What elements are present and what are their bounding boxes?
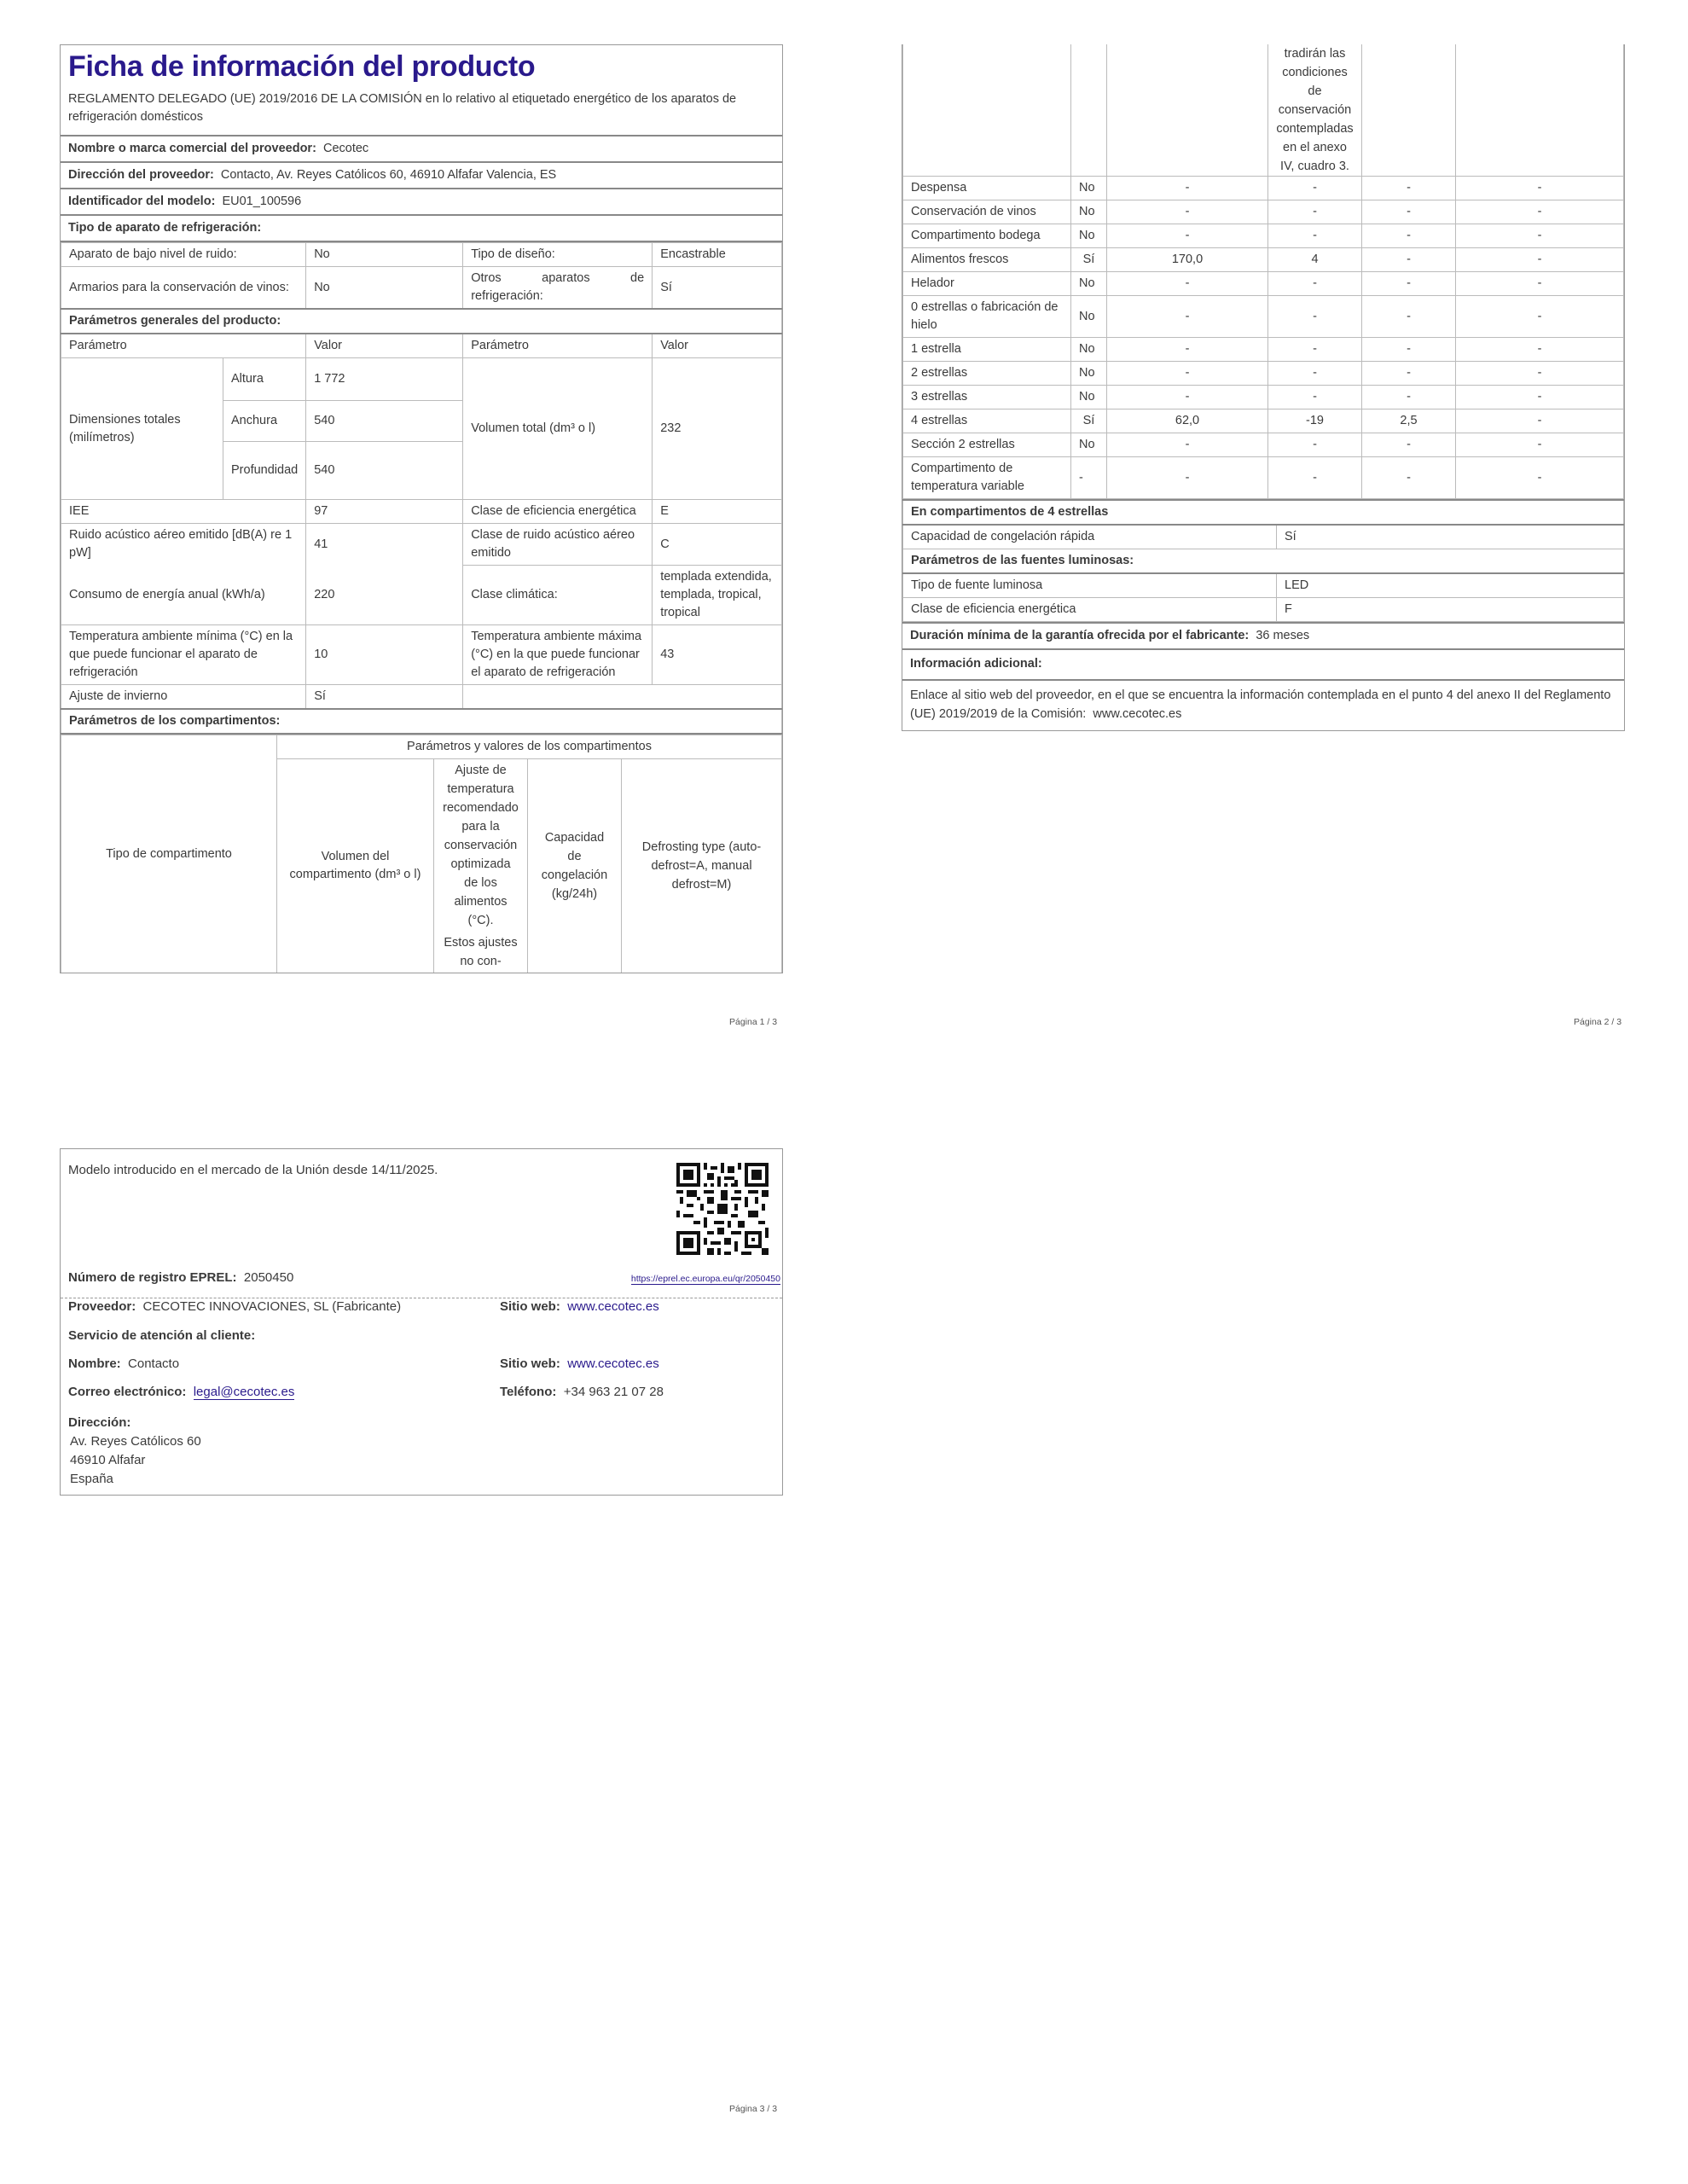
compartment-name: Compartimento bodega: [903, 224, 1071, 248]
page-number-3: Página 3 / 3: [729, 2104, 778, 2114]
compartment-defrost: -: [1456, 386, 1624, 410]
compartment-name: 4 estrellas: [903, 410, 1071, 433]
compartment-temp: -: [1268, 433, 1362, 457]
compartment-volume: -: [1107, 457, 1268, 499]
temp-note-continued: tradirán las condiciones de conservación contempladas en el anexo IV, cuadro 3.: [1268, 44, 1362, 177]
fast-freeze-value: Sí: [1277, 525, 1624, 549]
compartment-freeze: -: [1362, 272, 1456, 296]
provider-label: Proveedor:: [68, 1299, 136, 1314]
compartment-present: No: [1071, 177, 1107, 200]
compartment-freeze: -: [1362, 177, 1456, 200]
light-type-value: LED: [1277, 573, 1624, 598]
design-label: Tipo de diseño:: [463, 243, 653, 267]
compartment-row: [903, 338, 1624, 362]
noise-class-value: C: [653, 524, 782, 566]
compartment-row: [903, 177, 1624, 200]
compartment-row: [903, 248, 1624, 272]
model-row: [61, 189, 782, 216]
compartment-temp: -: [1268, 457, 1362, 499]
general-params-table: [61, 242, 782, 735]
extra-params-table: [902, 499, 1624, 622]
email-link[interactable]: legal@cecotec.es: [193, 1385, 295, 1399]
compartment-defrost: -: [1456, 457, 1624, 499]
compartment-name: Conservación de vinos: [903, 200, 1071, 224]
compartment-present: No: [1071, 338, 1107, 362]
compartment-present: No: [1071, 362, 1107, 386]
compartment-defrost: -: [1456, 248, 1624, 272]
compartment-row: [903, 224, 1624, 248]
email-row: [68, 1385, 294, 1399]
compartment-defrost: -: [1456, 296, 1624, 338]
web-label: Sitio web:: [500, 1299, 560, 1314]
compartment-freeze: -: [1362, 386, 1456, 410]
col-param: Parámetro: [61, 334, 306, 358]
iee-value: 97: [306, 500, 463, 524]
additional-info: [902, 681, 1624, 730]
compartment-present: No: [1071, 224, 1107, 248]
compartment-name: Compartimento de temperatura variable: [903, 457, 1071, 499]
tmax-value: 43: [653, 625, 782, 685]
address-label: Dirección del proveedor:: [68, 168, 214, 182]
compartment-freeze: -: [1362, 296, 1456, 338]
warranty-label: Duración mínima de la garantía ofrecida por el fabricante:: [910, 629, 1250, 642]
compartment-freeze: -: [1362, 457, 1456, 499]
comp-col-defrost: Defrosting type (auto-defrost=A, manual defrost=M): [622, 759, 782, 973]
compartment-present: No: [1071, 272, 1107, 296]
height-value: 1 772: [306, 358, 463, 401]
energy-label: Consumo de energía anual (kWh/a): [61, 566, 306, 625]
tmin-label: Temperatura ambiente mínima (°C) en la que puede funcionar el aparato de refrigeración: [61, 625, 306, 685]
noise-class-label: Clase de ruido acústico aéreo emitido: [463, 524, 653, 566]
compartment-temp: -: [1268, 224, 1362, 248]
compartment-freeze: -: [1362, 248, 1456, 272]
four-star-heading: En compartimentos de 4 estrellas: [903, 500, 1624, 525]
compartment-defrost: -: [1456, 177, 1624, 200]
compartment-freeze: -: [1362, 362, 1456, 386]
compartment-defrost: -: [1456, 224, 1624, 248]
noise-label: Ruido acústico aéreo emitido [dB(A) re 1 pW]: [61, 524, 306, 566]
wine-label: Armarios para la conservación de vinos:: [61, 267, 306, 310]
comp-col-volume: Volumen del compartimento (dm³ o l): [277, 759, 434, 973]
compartment-row: [903, 362, 1624, 386]
supplier-label: Nombre o marca comercial del proveedor:: [68, 142, 316, 155]
compartment-freeze: -: [1362, 200, 1456, 224]
model-value: EU01_100596: [222, 195, 302, 208]
type-heading: Tipo de aparato de refrigeración:: [61, 216, 782, 242]
compartment-temp: -19: [1268, 410, 1362, 433]
compartment-row: [903, 410, 1624, 433]
dims-label: Dimensiones totales (milímetros): [61, 358, 223, 500]
name-label: Nombre:: [68, 1356, 121, 1371]
general-heading: Parámetros generales del producto:: [61, 309, 782, 334]
compartment-temp: 4: [1268, 248, 1362, 272]
compartment-freeze: -: [1362, 433, 1456, 457]
compartment-present: No: [1071, 296, 1107, 338]
web2-label: Sitio web:: [500, 1356, 560, 1371]
address-value: Contacto, Av. Reyes Católicos 60, 46910 Alfafar Valencia, ES: [220, 168, 557, 182]
compartment-row: [903, 296, 1624, 338]
width-label: Anchura: [223, 401, 306, 442]
light-type-label: Tipo de fuente luminosa: [903, 573, 1277, 598]
eprel-url[interactable]: [631, 1274, 780, 1284]
compartment-temp: -: [1268, 177, 1362, 200]
compartment-defrost: -: [1456, 410, 1624, 433]
compartment-temp: -: [1268, 296, 1362, 338]
winter-empty: [463, 685, 782, 710]
light-heading: Parámetros de las fuentes luminosas:: [903, 549, 1624, 574]
energy-value: 220: [306, 566, 463, 625]
low-noise-label: Aparato de bajo nivel de ruido:: [61, 243, 306, 267]
noise-value: 41: [306, 524, 463, 566]
compartment-volume: -: [1107, 177, 1268, 200]
height-label: Altura: [223, 358, 306, 401]
compartment-volume: -: [1107, 200, 1268, 224]
eff-class-value: E: [653, 500, 782, 524]
compartment-defrost: -: [1456, 272, 1624, 296]
qr-code-icon: [676, 1163, 769, 1255]
page-2: [902, 44, 1625, 731]
eprel-url-link[interactable]: https://eprel.ec.europa.eu/qr/2050450: [630, 1274, 780, 1284]
depth-label: Profundidad: [223, 442, 306, 500]
width-value: 540: [306, 401, 463, 442]
address-block: [68, 1414, 201, 1489]
compartment-volume: -: [1107, 338, 1268, 362]
compartment-volume: -: [1107, 386, 1268, 410]
compartment-volume: 62,0: [1107, 410, 1268, 433]
compartment-volume: -: [1107, 224, 1268, 248]
climate-label: Clase climática:: [463, 566, 653, 625]
compartment-temp: -: [1268, 386, 1362, 410]
document-header: [61, 45, 782, 136]
comp-col-temp: Ajuste de temperatura recomendado para la conservación optimizada de los alimentos (°C).: [443, 764, 519, 927]
comp-heading: Parámetros de los compartimentos:: [61, 709, 782, 734]
additional-heading: Información adicional:: [902, 650, 1624, 681]
volume-label: Volumen total (dm³ o l): [463, 358, 653, 500]
compartment-defrost: -: [1456, 200, 1624, 224]
light-class-label: Clase de eficiencia energética: [903, 598, 1277, 622]
compartment-temp: -: [1268, 272, 1362, 296]
page-number-2: Página 2 / 3: [1574, 1017, 1622, 1027]
provider-row: [68, 1299, 401, 1314]
tmin-value: 10: [306, 625, 463, 685]
web-link[interactable]: www.cecotec.es: [567, 1299, 659, 1314]
comp-col-freeze: Capacidad de congelación (kg/24h): [528, 759, 622, 973]
compartment-present: Sí: [1071, 248, 1107, 272]
phone-label: Teléfono:: [500, 1385, 557, 1399]
warranty-value: 36 meses: [1256, 629, 1310, 642]
service-heading: Servicio de atención al cliente:: [68, 1328, 256, 1343]
other-label: Otros aparatos de refrigeración:: [463, 267, 653, 310]
address-line2: 46910 Alfafar: [70, 1453, 146, 1467]
compartment-volume: -: [1107, 433, 1268, 457]
comp-col-temp-cell: [434, 759, 528, 973]
compartment-volume: 170,0: [1107, 248, 1268, 272]
compartment-name: 2 estrellas: [903, 362, 1071, 386]
phone-row: [500, 1385, 664, 1399]
winter-label: Ajuste de invierno: [61, 685, 306, 710]
additional-link[interactable]: www.cecotec.es: [1093, 707, 1182, 721]
compartment-name: Despensa: [903, 177, 1071, 200]
compartment-present: No: [1071, 200, 1107, 224]
compartment-present: No: [1071, 386, 1107, 410]
depth-value: 540: [306, 442, 463, 500]
col-value: Valor: [306, 334, 463, 358]
page-number-1: Página 1 / 3: [729, 1017, 778, 1027]
eprel-value: 2050450: [243, 1270, 294, 1285]
compartment-freeze: 2,5: [1362, 410, 1456, 433]
warranty-row: [902, 622, 1624, 650]
compartment-name: 1 estrella: [903, 338, 1071, 362]
compartment-row: [903, 200, 1624, 224]
compartment-row: [903, 433, 1624, 457]
compartment-name: 0 estrellas o fabricación de hielo: [903, 296, 1071, 338]
compartment-row: [903, 386, 1624, 410]
design-value: Encastrable: [653, 243, 782, 267]
regulation-subtitle: REGLAMENTO DELEGADO (UE) 2019/2016 DE LA COMISIÓN en lo relativo al etiquetado energético de los aparatos de refrigeración domésticos: [68, 92, 737, 124]
compartment-present: Sí: [1071, 410, 1107, 433]
compartment-temp: -: [1268, 200, 1362, 224]
name-value: Contacto: [128, 1356, 180, 1371]
compartment-defrost: -: [1456, 338, 1624, 362]
climate-value: templada extendida, templada, tropical, tropical: [653, 566, 782, 625]
web2-row: [500, 1356, 659, 1371]
compartment-freeze: -: [1362, 224, 1456, 248]
market-text: Modelo introducido en el mercado de la Unión desde 14/11/2025.: [68, 1163, 438, 1177]
compartment-defrost: -: [1456, 433, 1624, 457]
address-row: [61, 163, 782, 189]
provider-value: CECOTEC INNOVACIONES, SL (Fabricante): [142, 1299, 402, 1314]
compartment-volume: -: [1107, 272, 1268, 296]
compartment-volume: -: [1107, 296, 1268, 338]
phone-value: +34 963 21 07 28: [563, 1385, 664, 1399]
supplier-row: [61, 136, 782, 163]
volume-value: 232: [653, 358, 782, 500]
web2-link[interactable]: www.cecotec.es: [567, 1356, 659, 1371]
eff-class-label: Clase de eficiencia energética: [463, 500, 653, 524]
compartment-name: Alimentos frescos: [903, 248, 1071, 272]
wine-value: No: [306, 267, 463, 310]
compartments-header-table: [61, 735, 782, 973]
light-class-value: F: [1277, 598, 1624, 622]
tmax-label: Temperatura ambiente máxima (°C) en la que puede funcionar el aparato de refrigeración: [463, 625, 653, 685]
comp-col-temp-note: Estos ajustes no con-: [444, 936, 518, 968]
compartment-temp: -: [1268, 338, 1362, 362]
web-row: [500, 1299, 659, 1314]
page-title: Ficha de información del producto: [68, 50, 536, 83]
address-line1: Av. Reyes Católicos 60: [70, 1434, 201, 1449]
page-1: [60, 44, 783, 973]
fast-freeze-label: Capacidad de congelación rápida: [903, 525, 1277, 549]
comp-col-type: Tipo de compartimento: [61, 735, 277, 973]
email-label: Correo electrónico:: [68, 1385, 187, 1399]
compartment-present: No: [1071, 433, 1107, 457]
eprel-row: [68, 1270, 293, 1285]
address-line3: España: [70, 1472, 113, 1486]
comp-group: Parámetros y valores de los compartimentos: [277, 735, 782, 759]
eprel-label: Número de registro EPREL:: [68, 1270, 237, 1285]
iee-label: IEE: [61, 500, 306, 524]
name-row: [68, 1356, 179, 1371]
additional-text: Enlace al sitio web del proveedor, en el que se encuentra la información contemplada en el punto 4 del anexo II del Reglamento (UE) 2019/2019 de la Comisión:: [910, 688, 1611, 721]
compartments-table: [902, 44, 1624, 499]
compartment-row: [903, 457, 1624, 499]
model-label: Identificador del modelo:: [68, 195, 216, 208]
compartment-temp: -: [1268, 362, 1362, 386]
col-value-2: Valor: [653, 334, 782, 358]
page-3: [60, 1148, 783, 1496]
compartment-row: [903, 272, 1624, 296]
supplier-value: Cecotec: [322, 142, 369, 155]
compartment-name: Sección 2 estrellas: [903, 433, 1071, 457]
winter-value: Sí: [306, 685, 463, 710]
compartment-name: 3 estrellas: [903, 386, 1071, 410]
compartment-name: Helador: [903, 272, 1071, 296]
compartment-defrost: -: [1456, 362, 1624, 386]
col-param-2: Parámetro: [463, 334, 653, 358]
compartment-volume: -: [1107, 362, 1268, 386]
compartment-present: -: [1071, 457, 1107, 499]
address-label: Dirección:: [68, 1415, 131, 1430]
compartment-freeze: -: [1362, 338, 1456, 362]
other-value: Sí: [653, 267, 782, 310]
low-noise-value: No: [306, 243, 463, 267]
